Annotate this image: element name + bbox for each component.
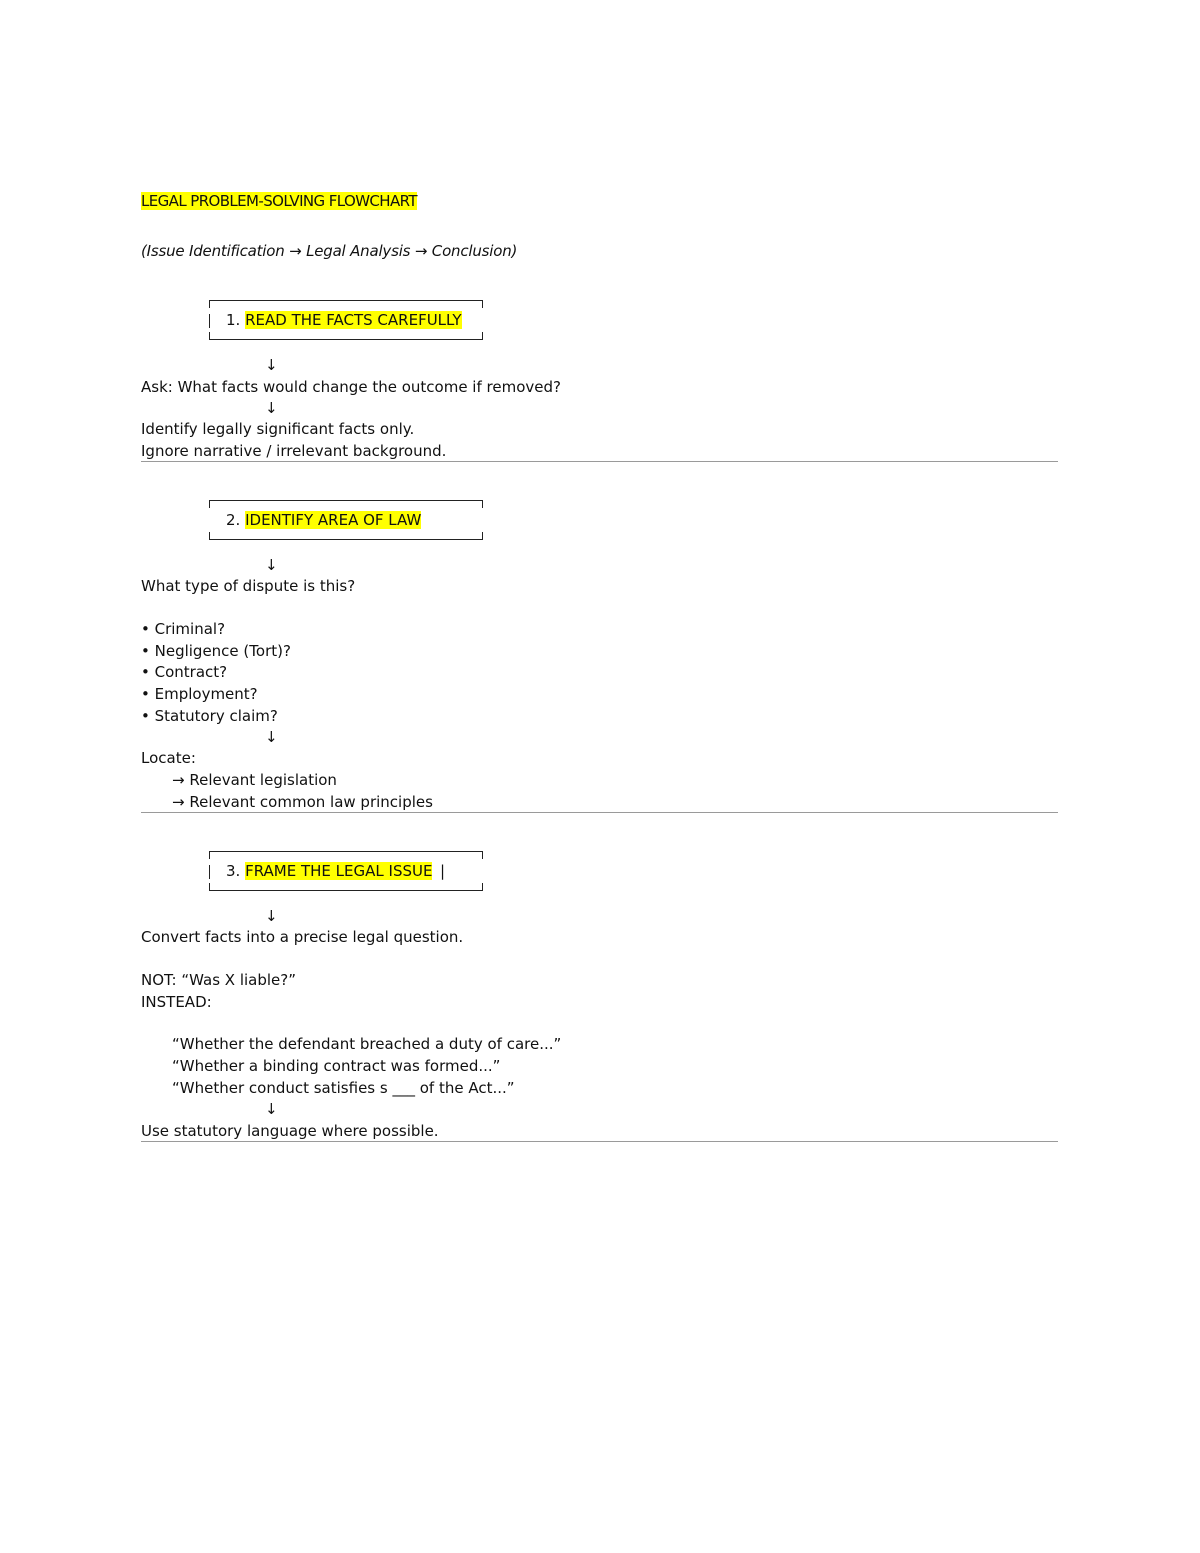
step-1-heading: READ THE FACTS CAREFULLY — [245, 311, 462, 329]
locate-item: → Relevant legislation — [172, 771, 337, 789]
bullet-item: • Criminal? — [141, 620, 226, 638]
section-divider — [141, 812, 1058, 813]
step-2-label: 2. IDENTIFY AREA OF LAW — [226, 511, 422, 529]
flow-arrow: ↓ — [265, 728, 278, 746]
step-2-box — [209, 500, 483, 540]
bullet-item: • Employment? — [141, 685, 258, 703]
step-2-heading: IDENTIFY AREA OF LAW — [245, 511, 422, 529]
flow-arrow: ↓ — [265, 356, 278, 374]
step-1-line-2: Identify legally significant facts only. — [141, 420, 415, 438]
example-item: “Whether the defendant breached a duty of care...” — [172, 1035, 562, 1053]
bullet-item: • Statutory claim? — [141, 707, 278, 725]
step-3-instead: INSTEAD: — [141, 993, 212, 1011]
section-divider — [141, 1141, 1058, 1142]
step-3-heading: FRAME THE LEGAL ISSUE — [245, 862, 433, 880]
page-subtitle: (Issue Identification → Legal Analysis → Conclusion) — [141, 242, 518, 260]
step-2-question: What type of dispute is this? — [141, 577, 356, 595]
step-1-line-1: Ask: What facts would change the outcome if removed? — [141, 378, 561, 396]
flow-arrow: ↓ — [265, 1100, 278, 1118]
example-item: “Whether a binding contract was formed...” — [172, 1057, 501, 1075]
step-3-convert: Convert facts into a precise legal question. — [141, 928, 464, 946]
locate-label: Locate: — [141, 749, 196, 767]
bullet-item: • Negligence (Tort)? — [141, 642, 291, 660]
step-1-line-3: Ignore narrative / irrelevant background. — [141, 442, 447, 460]
bullet-item: • Contract? — [141, 663, 228, 681]
step-3-final: Use statutory language where possible. — [141, 1122, 439, 1140]
step-1-label: 1. READ THE FACTS CAREFULLY — [226, 311, 462, 329]
page-title: LEGAL PROBLEM-SOLVING FLOWCHART — [141, 192, 417, 210]
step-1-box — [209, 300, 483, 340]
locate-item: → Relevant common law principles — [172, 793, 433, 811]
flow-arrow: ↓ — [265, 907, 278, 925]
flow-arrow: ↓ — [265, 556, 278, 574]
step-3-trailing-bar: | — [440, 862, 446, 880]
example-item: “Whether conduct satisfies s ___ of the Act...” — [172, 1079, 515, 1097]
section-divider — [141, 461, 1058, 462]
step-3-box — [209, 851, 483, 891]
step-3-not: NOT: “Was X liable?” — [141, 971, 297, 989]
step-3-label: 3. FRAME THE LEGAL ISSUE — [226, 862, 433, 880]
flow-arrow: ↓ — [265, 399, 278, 417]
